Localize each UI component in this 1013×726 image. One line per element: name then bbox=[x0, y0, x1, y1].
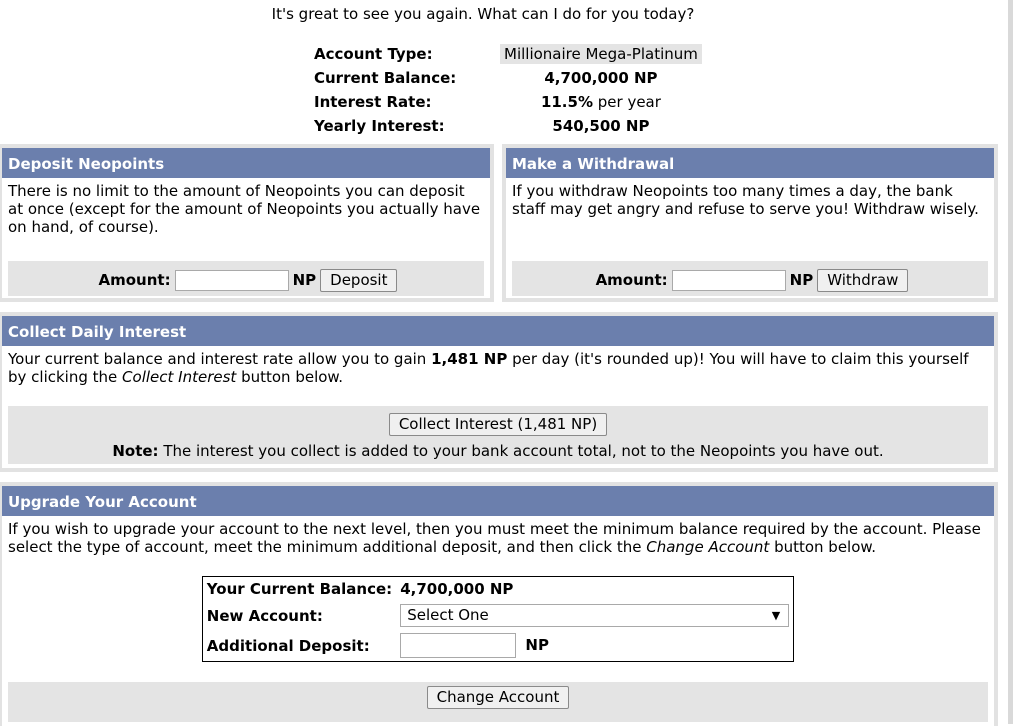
upgrade-text bbox=[2, 516, 994, 556]
deposit-panel bbox=[2, 148, 490, 298]
greeting-text: It's great to see you again. What can I do for you today? bbox=[271, 5, 695, 23]
upgrade-panel bbox=[2, 486, 994, 726]
change-account-button[interactable]: Change Account bbox=[427, 686, 570, 709]
upgrade-balance-label: Your Current Balance: bbox=[206, 580, 393, 598]
new-account-label: New Account: bbox=[206, 606, 323, 625]
rate-suffix: per year bbox=[597, 93, 661, 111]
upgrade-footer bbox=[8, 682, 988, 722]
page-scrollbar[interactable] bbox=[1008, 0, 1013, 724]
account-type-label: Account Type: bbox=[314, 45, 433, 63]
withdraw-title: Make a Withdrawal bbox=[506, 148, 994, 178]
rate-label: Interest Rate: bbox=[314, 93, 432, 111]
upgrade-title: Upgrade Your Account bbox=[2, 486, 994, 516]
note-label: Note: bbox=[112, 442, 159, 460]
withdraw-amount-input[interactable] bbox=[672, 270, 786, 291]
upgrade-text-1: If you wish to upgrade your account to the next level, then you must meet the minimum balance required by the account. Please select the type of account, meet the minimum additional deposit, and then click the bbox=[8, 520, 981, 556]
deposit-title: Deposit Neopoints bbox=[2, 148, 490, 178]
new-account-select[interactable] bbox=[400, 604, 789, 627]
withdraw-text: If you withdraw Neopoints too many times a day, the bank staff may get angry and refuse to serve you! Withdraw wisely. bbox=[512, 182, 979, 218]
balance-label: Current Balance: bbox=[314, 69, 457, 87]
collect-interest-button[interactable]: Collect Interest (1,481 NP) bbox=[389, 413, 607, 436]
new-account-selected: Select One bbox=[407, 606, 489, 624]
additional-deposit-label: Additional Deposit: bbox=[206, 636, 370, 655]
interest-note bbox=[8, 436, 988, 460]
rate-value: 11.5% bbox=[540, 93, 593, 111]
upgrade-italic: Change Account bbox=[646, 538, 770, 556]
withdraw-amount-label: Amount: bbox=[595, 271, 668, 289]
withdraw-form bbox=[512, 261, 988, 296]
interest-panel bbox=[2, 316, 994, 468]
chevron-down-icon: ▼ bbox=[771, 609, 781, 622]
account-type-value: Millionaire Mega-Platinum bbox=[500, 44, 702, 64]
upgrade-form-table bbox=[202, 576, 794, 662]
balance-value: 4,700,000 NP bbox=[544, 69, 658, 87]
deposit-button[interactable]: Deposit bbox=[320, 269, 397, 292]
withdraw-unit: NP bbox=[789, 271, 814, 289]
withdraw-button[interactable]: Withdraw bbox=[817, 269, 908, 292]
note-text: The interest you collect is added to your bank account total, not to the Neopoints you have out. bbox=[163, 442, 884, 460]
interest-text-1: Your current balance and interest rate allow you to gain bbox=[8, 350, 427, 368]
deposit-amount-label: Amount: bbox=[98, 271, 171, 289]
interest-amount: 1,481 NP bbox=[431, 350, 508, 368]
interest-text bbox=[2, 346, 994, 386]
additional-deposit-unit: NP bbox=[525, 636, 549, 654]
deposit-amount-input[interactable] bbox=[175, 270, 289, 291]
interest-form bbox=[8, 406, 988, 464]
additional-deposit-input[interactable] bbox=[400, 633, 516, 658]
deposit-text: There is no limit to the amount of Neopoints you can deposit at once (except for the amount of Neopoints you actually have on hand, of course). bbox=[8, 182, 481, 236]
withdraw-panel bbox=[506, 148, 994, 298]
upgrade-text-2: button below. bbox=[774, 538, 877, 556]
interest-text-3: button below. bbox=[241, 368, 344, 386]
upgrade-balance-value: 4,700,000 NP bbox=[400, 580, 514, 598]
interest-text-2: per day (it's rounded up)! You will have to claim this yourself by clicking the bbox=[8, 350, 969, 386]
yearly-interest-label: Yearly Interest: bbox=[314, 117, 445, 135]
yearly-interest-value: 540,500 NP bbox=[552, 117, 650, 135]
deposit-unit: NP bbox=[292, 271, 317, 289]
interest-title: Collect Daily Interest bbox=[2, 316, 994, 346]
interest-italic: Collect Interest bbox=[122, 368, 237, 386]
deposit-form bbox=[8, 261, 484, 296]
account-summary bbox=[310, 42, 706, 138]
